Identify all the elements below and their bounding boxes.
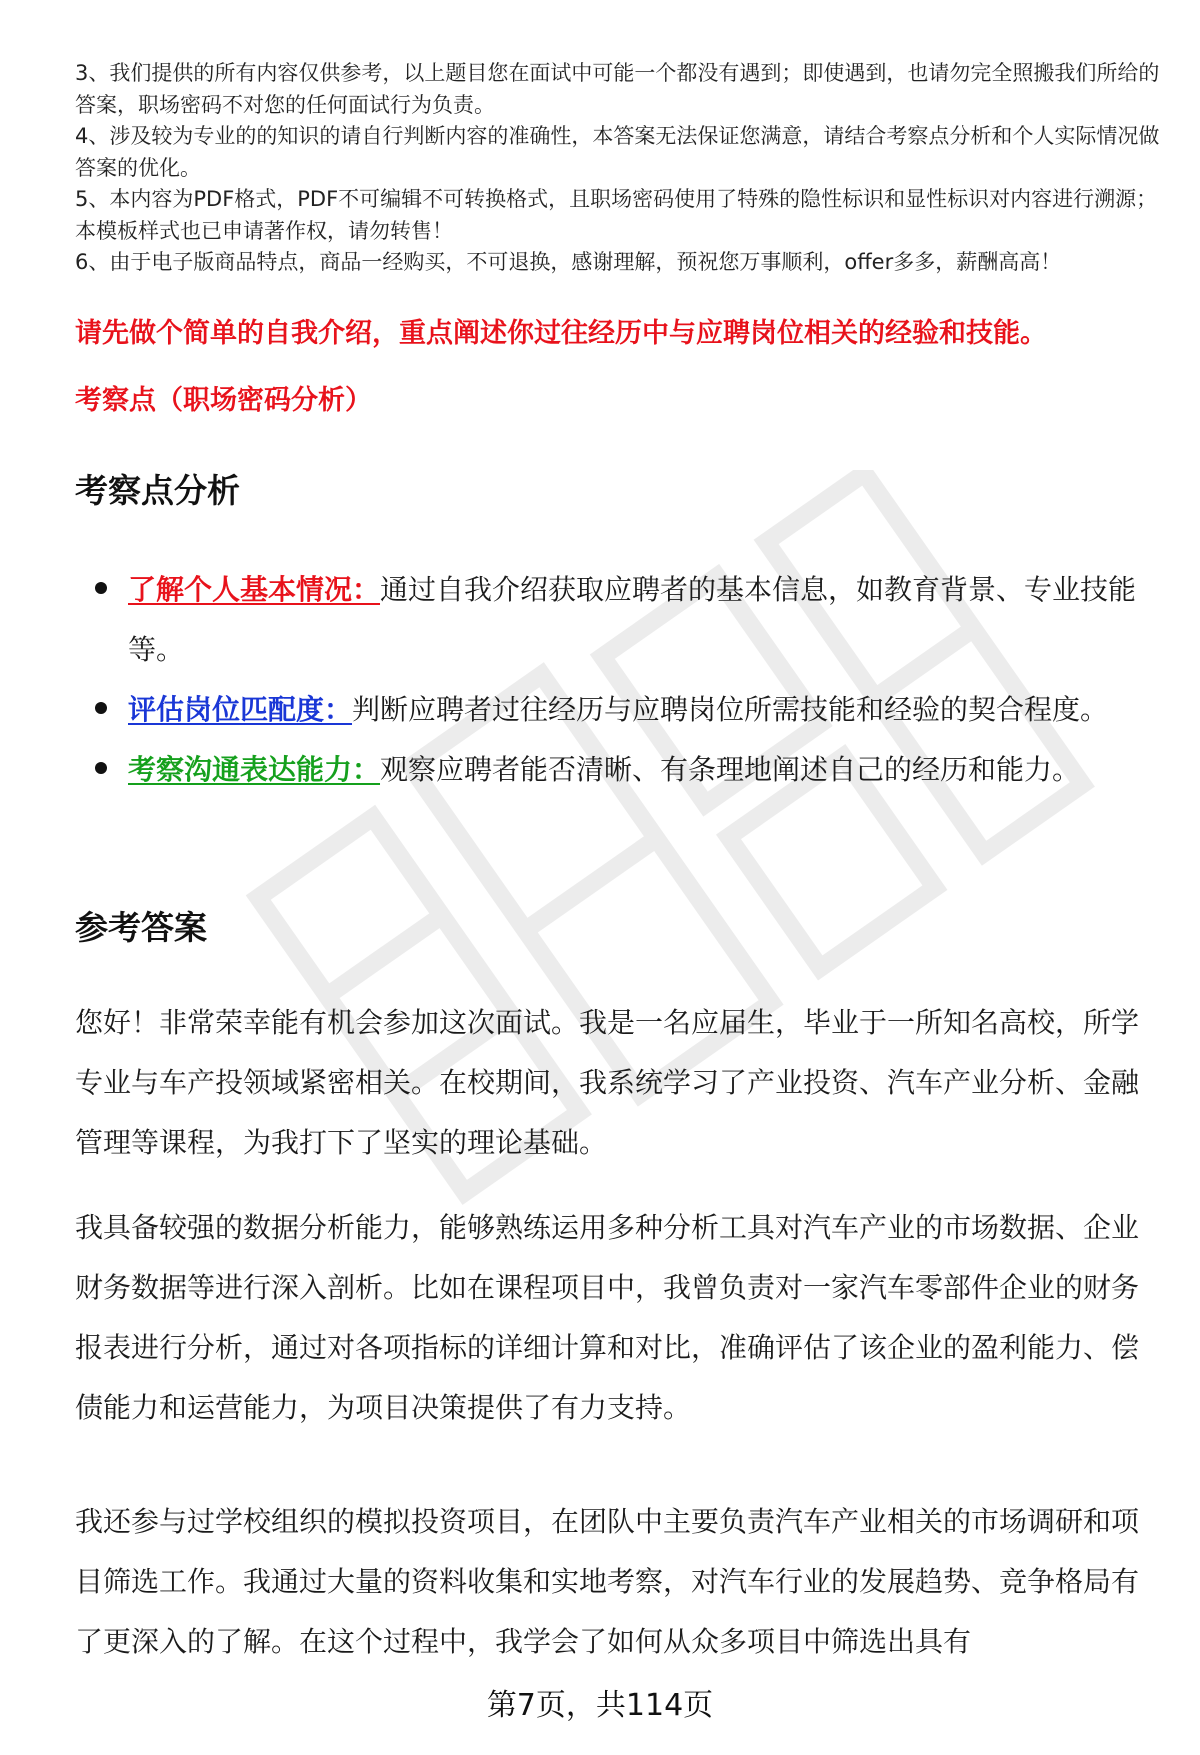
- bullet-keyword: 评估岗位匹配度：: [128, 693, 353, 726]
- list-item: [95, 560, 1155, 680]
- analysis-title: 考察点分析: [75, 471, 240, 510]
- note-item: 6、由于电子版商品特点，商品一经购买，不可退换，感谢理解，预祝您万事顺利，offer多多，薪酬高高！: [75, 250, 1062, 274]
- bullet-icon: [95, 582, 107, 594]
- notes-section: [75, 58, 1165, 279]
- list-item: [95, 740, 1155, 800]
- question-heading: 请先做个简单的自我介绍，重点阐述你过往经历中与应聘岗位相关的经验和技能。: [75, 318, 1047, 349]
- note-item: 3、我们提供的所有内容仅供参考，以上题目您在面试中可能一个都没有遇到；即使遇到，也请勿完全照搬我们所给的答案，职场密码不对您的任何面试行为负责。: [75, 61, 1160, 117]
- answer-paragraph: 我具备较强的数据分析能力，能够熟练运用多种分析工具对汽车产业的市场数据、企业财务数据等进行深入剖析。比如在课程项目中，我曾负责对一家汽车零部件企业的财务报表进行分析，通过对各项指标的详细计算和对比，准确评估了该企业的盈利能力、偿债能力和运营能力，为项目决策提供了有力支持。: [75, 1211, 1140, 1424]
- analysis-list: [95, 560, 1155, 800]
- note-item: 4、涉及较为专业的的知识的请自行判断内容的准确性，本答案无法保证您满意，请结合考察点分析和个人实际情况做答案的优化。: [75, 124, 1160, 180]
- page-number: 第7页，共114页: [486, 1688, 714, 1723]
- answer-paragraph: 我还参与过学校组织的模拟投资项目，在团队中主要负责汽车产业相关的市场调研和项目筛选工作。我通过大量的资料收集和实地考察，对汽车行业的发展趋势、竞争格局有了更深入的了解。在这个过程中，我学会了如何从众多项目中筛选出具有: [75, 1505, 1140, 1658]
- bullet-icon: [95, 702, 107, 714]
- bullet-keyword: 了解个人基本情况：: [128, 573, 381, 606]
- bullet-keyword: 考察沟通表达能力：: [128, 753, 381, 786]
- answer-title: 参考答案: [75, 908, 207, 947]
- bullet-text: 判断应聘者过往经历与应聘岗位所需技能和经验的契合程度。: [352, 693, 1109, 726]
- bullet-text: 通过自我介绍获取应聘者的基本信息，如教育背景、专业技能等。: [128, 573, 1137, 666]
- note-item: 5、本内容为PDF格式，PDF不可编辑不可转换格式，且职场密码使用了特殊的隐性标识和显性标识对内容进行溯源；本模板样式也已申请著作权，请勿转售！: [75, 187, 1158, 243]
- bullet-icon: [95, 762, 107, 774]
- list-item: [95, 680, 1155, 740]
- analysis-subheading: 考察点（职场密码分析）: [75, 385, 372, 416]
- bullet-text: 观察应聘者能否清晰、有条理地阐述自己的经历和能力。: [380, 753, 1081, 786]
- answer-paragraph: 您好！非常荣幸能有机会参加这次面试。我是一名应届生，毕业于一所知名高校，所学专业与车产投领域紧密相关。在校期间，我系统学习了产业投资、汽车产业分析、金融管理等课程，为我打下了坚实的理论基础。: [75, 1006, 1140, 1159]
